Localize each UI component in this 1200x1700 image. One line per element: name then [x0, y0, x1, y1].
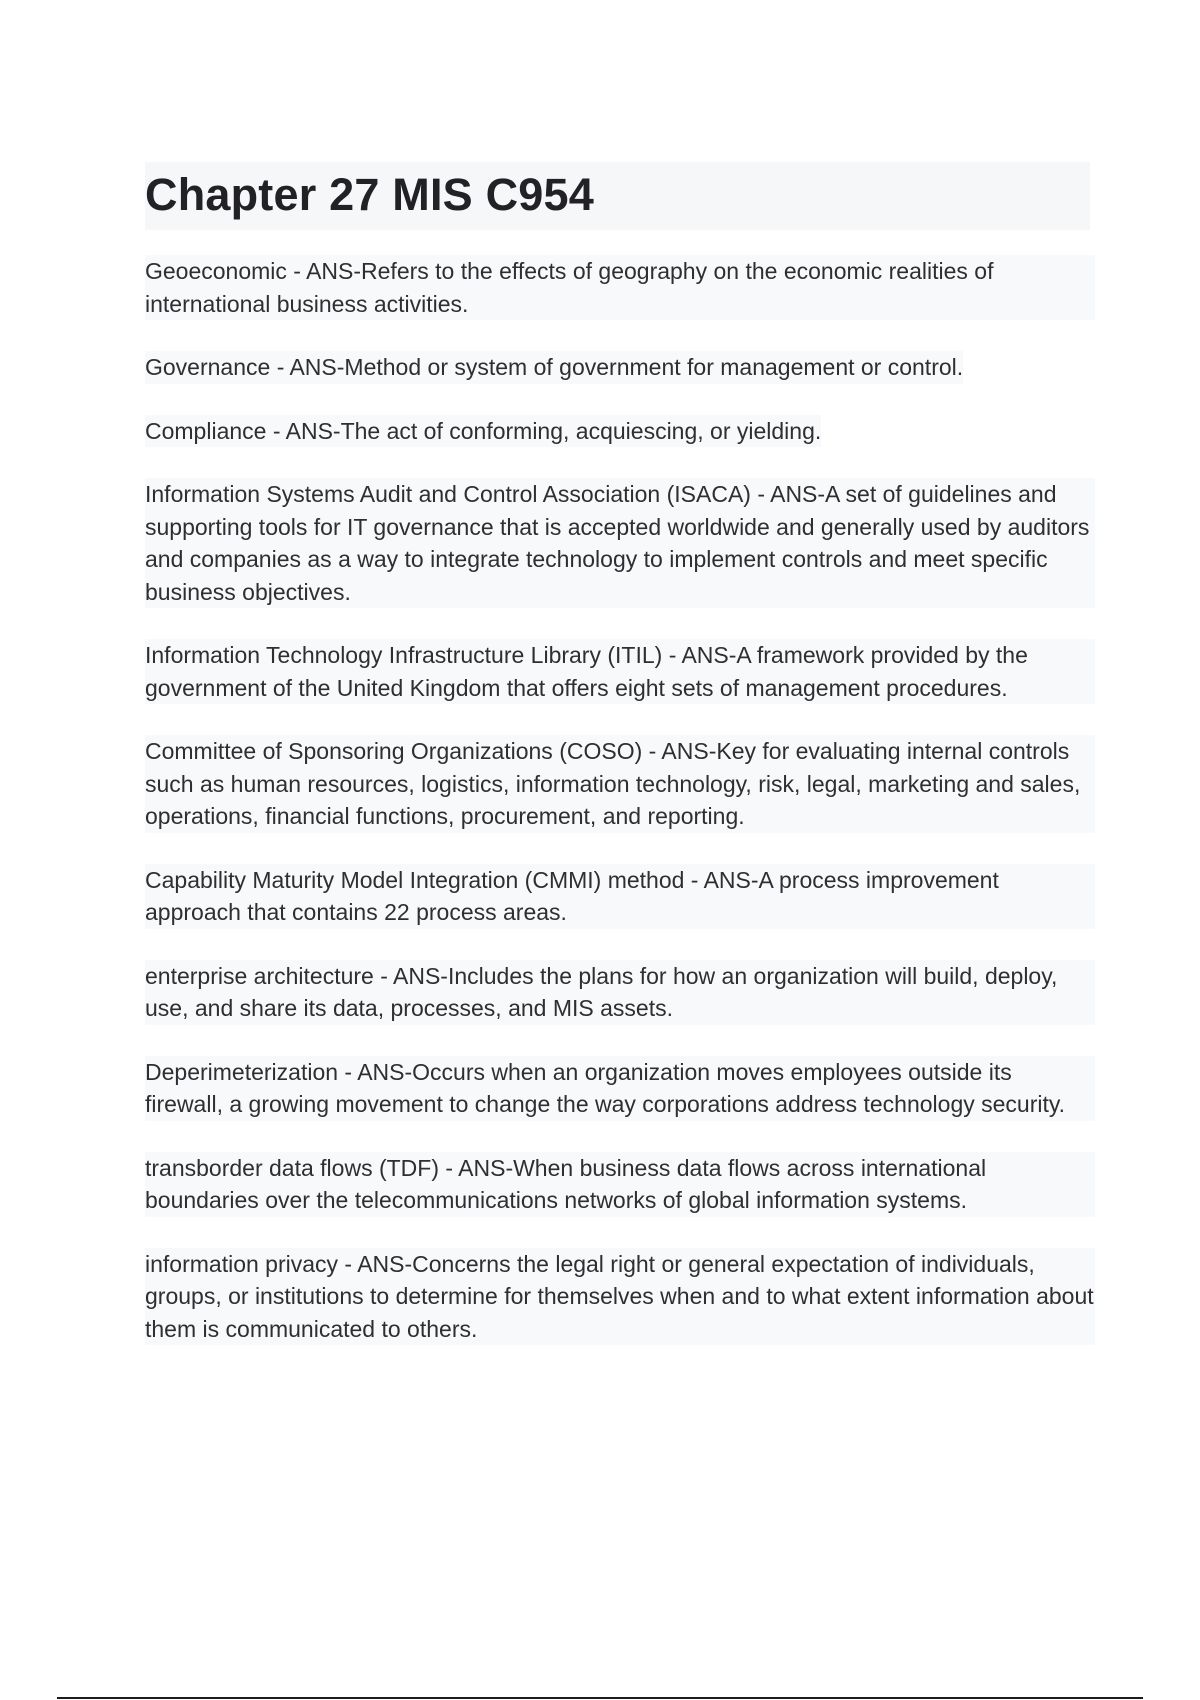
entry-isaca: Information Systems Audit and Control Association (ISACA) - ANS-A set of guidelines and supporting tools for IT governance that is accepted worldwide and generally used by auditors and companies as a way to integrate technology to implement controls and meet specific business objectives. [145, 478, 1095, 608]
footer-divider [57, 1697, 1143, 1699]
entry-cmmi: Capability Maturity Model Integration (CMMI) method - ANS-A process improvement approach that contains 22 process areas. [145, 864, 1095, 929]
page-title: Chapter 27 MIS C954 [145, 169, 594, 220]
entry-list [145, 255, 1095, 1376]
entry-transborder-data-flows: transborder data flows (TDF) - ANS-When business data flows across international boundaries over the telecommunications networks of global information systems. [145, 1152, 1095, 1217]
entry-coso: Committee of Sponsoring Organizations (COSO) - ANS-Key for evaluating internal controls such as human resources, logistics, information technology, risk, legal, marketing and sales, operations, financial functions, procurement, and reporting. [145, 735, 1095, 833]
entry-geoeconomic: Geoeconomic - ANS-Refers to the effects of geography on the economic realities of international business activities. [145, 255, 1095, 320]
entry-governance: Governance - ANS-Method or system of government for management or control. [145, 351, 963, 384]
entry-itil: Information Technology Infrastructure Library (ITIL) - ANS-A framework provided by the government of the United Kingdom that offers eight sets of management procedures. [145, 639, 1095, 704]
entry-enterprise-architecture: enterprise architecture - ANS-Includes the plans for how an organization will build, deploy, use, and share its data, processes, and MIS assets. [145, 960, 1095, 1025]
entry-information-privacy: information privacy - ANS-Concerns the legal right or general expectation of individuals, groups, or institutions to determine for themselves when and to what extent information about them is communicated to others. [145, 1248, 1095, 1346]
title-block [145, 162, 1090, 230]
entry-deperimeterization: Deperimeterization - ANS-Occurs when an organization moves employees outside its firewall, a growing movement to change the way corporations address technology security. [145, 1056, 1095, 1121]
entry-compliance: Compliance - ANS-The act of conforming, acquiescing, or yielding. [145, 415, 821, 448]
